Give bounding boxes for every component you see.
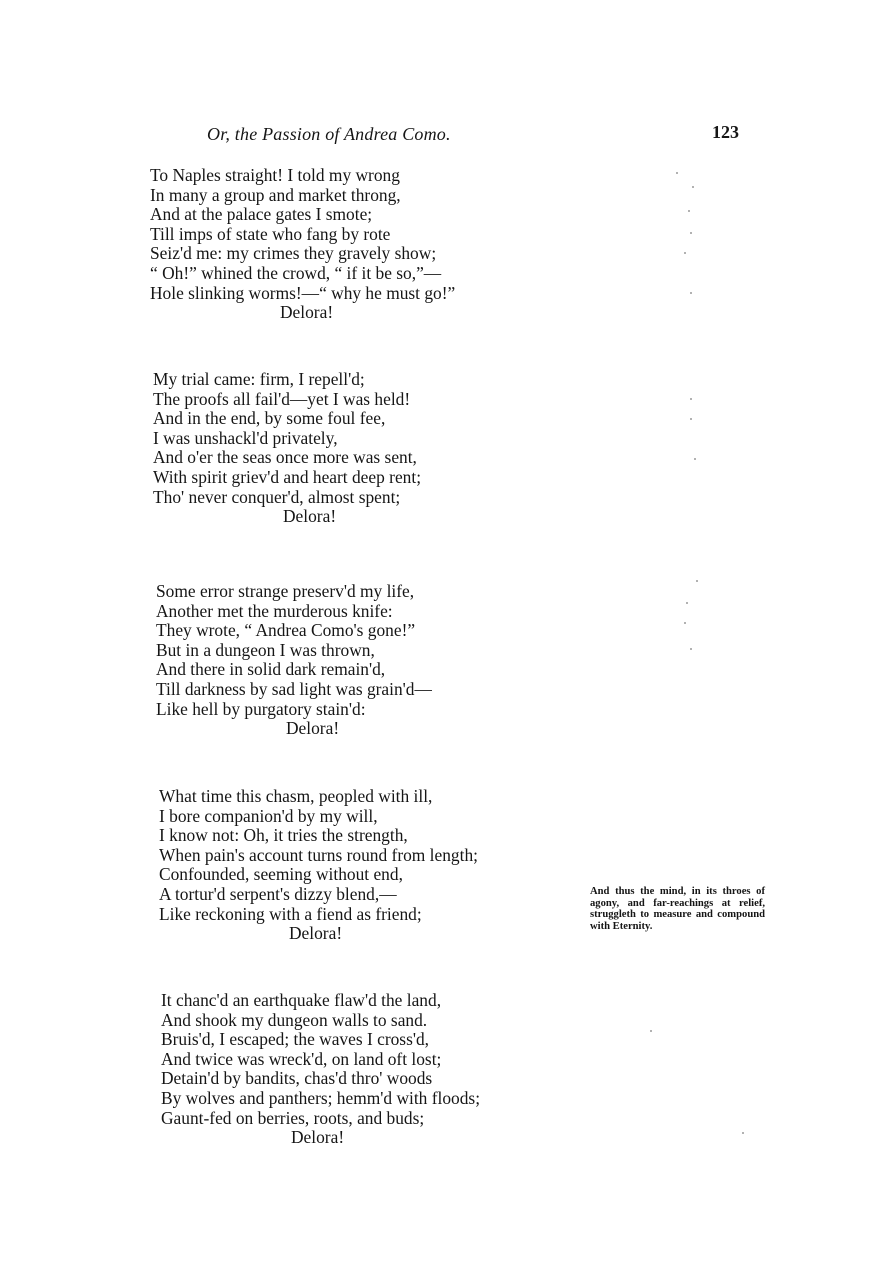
- ink-speck: [694, 458, 696, 460]
- verse-line: And shook my dungeon walls to sand.: [161, 1009, 428, 1030]
- verse-line: I was unshackl'd privately,: [153, 427, 338, 448]
- ink-speck: [690, 398, 692, 400]
- ink-speck: [650, 1030, 652, 1032]
- verse-line: Hole slinking worms!—“ why he must go!”: [150, 282, 456, 303]
- stanza-5: [161, 991, 480, 1148]
- verse-line: When pain's account turns round from length;: [159, 844, 478, 865]
- verse-line: Bruis'd, I escaped; the waves I cross'd,: [161, 1029, 430, 1050]
- verse-line: My trial came: firm, I repell'd;: [153, 369, 365, 389]
- verse-line: With spirit griev'd and heart deep rent;: [153, 466, 422, 487]
- ink-speck: [686, 602, 688, 604]
- verse-line: What time this chasm, peopled with ill,: [159, 786, 433, 806]
- verse-line: A tortur'd serpent's dizzy blend,—: [159, 883, 397, 904]
- verse-line: And twice was wreck'd, on land oft lost;: [161, 1048, 442, 1069]
- ink-speck: [690, 648, 692, 650]
- stanza-2: [153, 370, 421, 527]
- ink-speck: [690, 232, 692, 234]
- ink-speck: [696, 580, 698, 582]
- page-number: 123: [712, 122, 739, 142]
- refrain: Delora!: [280, 302, 334, 323]
- verse-line: They wrote, “ Andrea Como's gone!”: [156, 620, 416, 641]
- ink-speck: [690, 418, 692, 420]
- refrain: Delora!: [283, 506, 337, 527]
- verse-line: Like hell by purgatory stain'd:: [156, 698, 366, 719]
- verse-line: Till imps of state who fang by rote: [150, 223, 391, 244]
- verse-line: And there in solid dark remain'd,: [156, 659, 386, 680]
- ink-speck: [684, 622, 686, 624]
- refrain: Delora!: [286, 718, 340, 739]
- ink-speck: [688, 210, 690, 212]
- stanza-4: [159, 787, 478, 944]
- verse-line: Tho' never conquer'd, almost spent;: [153, 486, 401, 507]
- margin-note: And thus the mind, in its throes of agony, and far-reachings at relief, struggleth to measure and compound with Eternity.: [590, 886, 765, 932]
- verse-line: To Naples straight! I told my wrong: [150, 165, 400, 185]
- ink-speck: [684, 252, 686, 254]
- verse-line: I know not: Oh, it tries the strength,: [159, 825, 408, 846]
- verse-line: Detain'd by bandits, chas'd thro' woods: [161, 1068, 433, 1089]
- verse-line: Some error strange preserv'd my life,: [156, 581, 415, 601]
- verse-line: But in a dungeon I was thrown,: [156, 639, 375, 660]
- running-head: Or, the Passion of Andrea Como.: [207, 124, 451, 144]
- verse-line: In many a group and market throng,: [150, 184, 401, 205]
- stanza-1: [150, 166, 455, 323]
- verse-line: It chanc'd an earthquake flaw'd the land,: [161, 990, 442, 1010]
- refrain: Delora!: [289, 923, 343, 944]
- verse-line: Another met the murderous knife:: [156, 600, 393, 621]
- verse-line: Seiz'd me: my crimes they gravely show;: [150, 243, 437, 264]
- ink-speck: [742, 1132, 744, 1134]
- verse-line: “ Oh!” whined the crowd, “ if it be so,”—: [150, 262, 442, 283]
- verse-line: And o'er the seas once more was sent,: [153, 447, 417, 468]
- verse-line: And in the end, by some foul fee,: [153, 408, 386, 429]
- verse-line: By wolves and panthers; hemm'd with floods;: [161, 1087, 481, 1108]
- verse-line: Till darkness by sad light was grain'd—: [156, 678, 432, 699]
- stanza-3: [156, 582, 432, 739]
- verse-line: Gaunt-fed on berries, roots, and buds;: [161, 1107, 425, 1128]
- ink-speck: [690, 292, 692, 294]
- verse-line: And at the palace gates I smote;: [150, 204, 373, 225]
- ink-speck: [676, 172, 678, 174]
- verse-line: Confounded, seeming without end,: [159, 864, 403, 885]
- verse-line: I bore companion'd by my will,: [159, 805, 378, 826]
- refrain: Delora!: [291, 1127, 345, 1148]
- verse-line: Like reckoning with a fiend as friend;: [159, 903, 422, 924]
- ink-speck: [692, 186, 694, 188]
- verse-line: The proofs all fail'd—yet I was held!: [153, 388, 411, 409]
